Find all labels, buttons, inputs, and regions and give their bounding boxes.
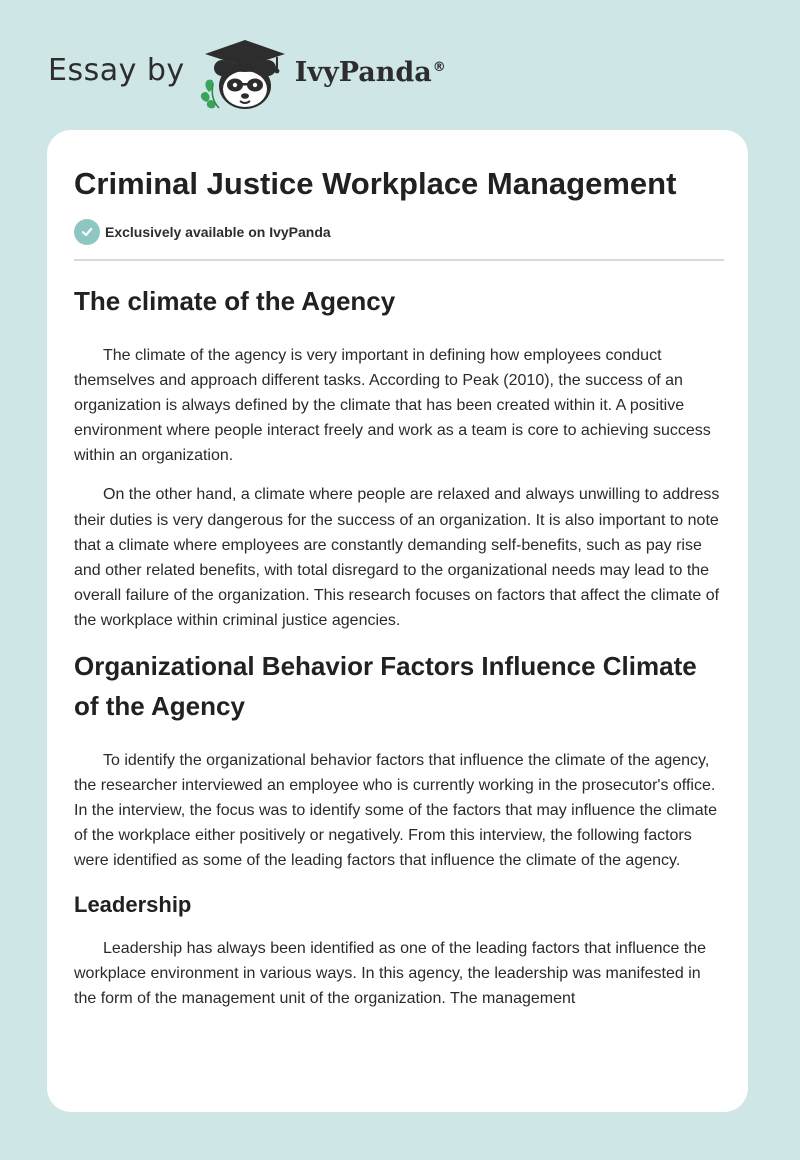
- divider: [74, 259, 724, 261]
- exclusive-label: Exclusively available on IvyPanda: [105, 224, 331, 240]
- site-brand[interactable]: [48, 36, 446, 112]
- registered-mark: ®: [432, 59, 446, 75]
- check-icon: [74, 219, 100, 245]
- paragraph: To identify the organizational behavior factors that influence the climate of the agency, the researcher interviewed an employee who is currently working in the prosecutor's office. In the interview, the focus was to identify some of the factors that may influence the climate of the workplace either positively or negatively. From this interview, the following factors were identified as some of the leading factors that influence the climate of the agency.: [74, 752, 717, 870]
- exclusive-badge: [74, 219, 724, 245]
- section-heading: The climate of the Agency: [74, 286, 396, 316]
- section-heading: Organizational Behavior Factors Influence Climate of the Agency: [74, 651, 697, 722]
- paragraph: Leadership has always been identified as one of the leading factors that influence the workplace environment in various ways. In this agency, the leadership was manifested in the form of the management unit of the organization. The management: [74, 939, 707, 1007]
- brand-prefix: Essay by: [48, 52, 185, 88]
- paragraph: The climate of the agency is very important in defining how employees conduct themselves and approach different tasks. According to Peak (2010), the success of an organization is always defined by the climate that has been created within it. A positive environment where people interact freely and work as a team is core to achieving success within an organization.: [74, 347, 711, 465]
- page-title: Criminal Justice Workplace Management: [74, 166, 677, 201]
- paragraph: On the other hand, a climate where people are relaxed and always unwilling to address their duties is very dangerous for the success of an organization. It is also important to note that a climate where employees are constantly demanding self-benefits, such as pay rise and other related benefits, with total disregard to the organizational needs may lead to the overall failure of the organization. This research focuses on factors that affect the climate of the workplace within criminal justice agencies.: [74, 486, 720, 629]
- brand-name: IvyPanda®: [294, 56, 446, 88]
- essay-card: [47, 130, 748, 1112]
- essay-content: [74, 130, 724, 1011]
- panda-graduate-icon: [197, 36, 293, 112]
- subsection-heading: Leadership: [74, 891, 192, 917]
